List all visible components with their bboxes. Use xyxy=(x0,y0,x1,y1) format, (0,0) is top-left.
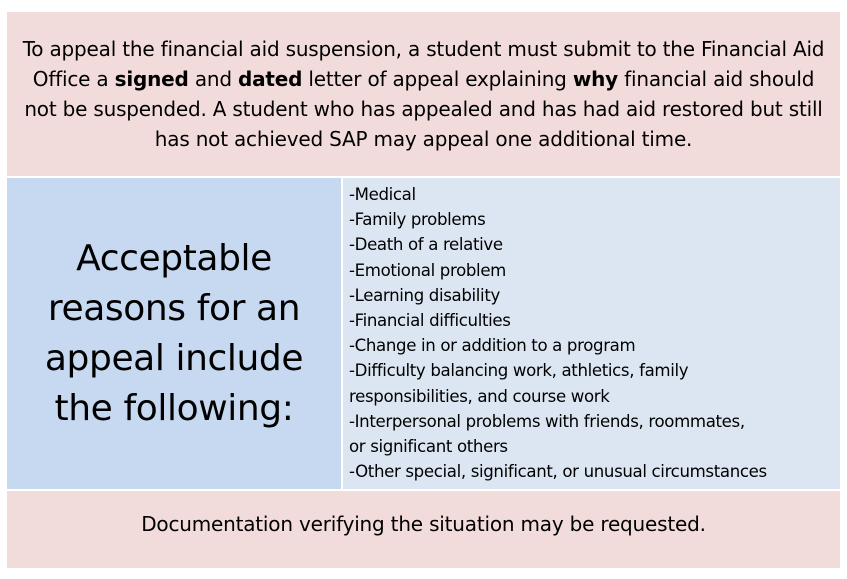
appeal-text-part-3: letter of appeal explaining xyxy=(302,67,573,91)
reasons-list xyxy=(349,182,840,484)
appeal-text-part-4: financial aid should not be suspended. A student who has appealed and has had aid restored but still has not achieved SAP may appeal one additional time. xyxy=(24,67,823,151)
appeal-why-emphasis: why xyxy=(572,67,618,91)
reason-list-item: -Emotional problem xyxy=(349,260,506,280)
reason-list-item: -Difficulty balancing work, athletics, family xyxy=(349,361,689,381)
appeal-signed-emphasis: signed xyxy=(114,67,189,91)
reason-list-item: -Other special, significant, or unusual circumstances xyxy=(349,462,767,482)
reason-list-item: -Family problems xyxy=(349,210,486,230)
reason-list-item: -Financial difficulties xyxy=(349,311,511,331)
reasons-heading: Acceptable reasons for an appeal include the following: xyxy=(44,237,304,429)
documentation-note: Documentation verifying the situation may be requested. xyxy=(141,511,706,536)
reason-list-item: -Learning disability xyxy=(349,285,500,305)
reason-list-item: -Interpersonal problems with friends, roommates, xyxy=(349,411,745,431)
appeal-text-part-1: To appeal the financial aid suspension, a student must submit to the Financial Aid Office a xyxy=(22,37,825,91)
reason-list-item: -Change in or addition to a program xyxy=(349,336,636,356)
reasons-list-cell xyxy=(343,178,840,489)
documentation-cell xyxy=(7,491,840,568)
appeal-instructions-cell xyxy=(7,12,840,176)
appeal-text-part-2: and xyxy=(188,67,238,91)
reason-list-item: -Death of a relative xyxy=(349,235,503,255)
reason-list-item: responsibilities, and course work xyxy=(349,386,610,406)
appeal-instructions-text xyxy=(17,34,830,154)
appeal-dated-emphasis: dated xyxy=(238,67,303,91)
appeal-info-table xyxy=(7,12,840,568)
reasons-heading-cell xyxy=(7,178,341,489)
reason-list-item: or significant others xyxy=(349,437,508,457)
reason-list-item: -Medical xyxy=(349,185,416,204)
